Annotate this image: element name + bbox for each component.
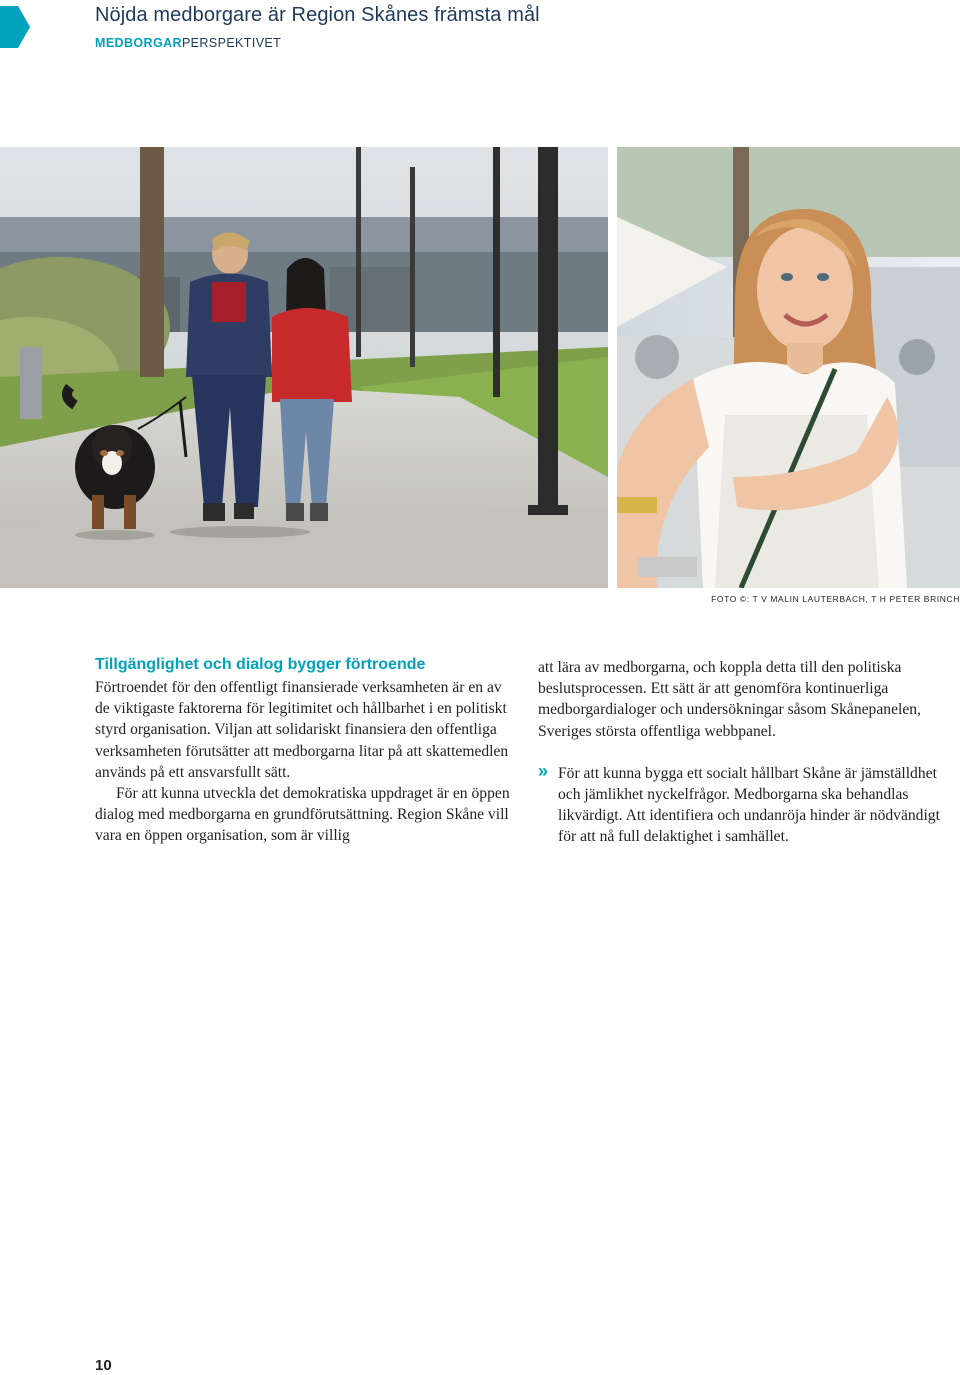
section-label-accent: MEDBORGAR [95, 36, 182, 50]
paragraph-3: att lära av medborgarna, och koppla detta till den politiska beslutsprocessen. Ett sätt är att genomföra kontinuerliga medborgardialoger och undersökningar såsom Skånepanelen, Sveriges största offentliga webbpanel. [538, 659, 921, 740]
paragraph-4 [538, 760, 956, 848]
paragraph-2: För att kunna utveckla det demokratiska uppdraget är en öppen dialog med medborgarna en grundförutsättning. Region Skåne vill vara en öppen organisation, som är villig [95, 785, 510, 845]
photo-portrait-woman [617, 147, 960, 588]
section-label [95, 36, 281, 50]
paragraph-1: Förtroendet för den offentligt finansierade verksamheten är en av de viktigaste faktorerna för legitimitet och hållbarhet i en politiskt styrd organisation. Viljan att solidariskt finansiera den offentliga verksamheten förutsätter att medborgarna litar på att skattemedlen används på ett ansvarsfullt sätt. [95, 679, 509, 781]
page-number: 10 [95, 1357, 112, 1374]
photo-park-walk [0, 147, 608, 588]
page-title: Nöjda medborgare är Region Skånes främsta mål [95, 4, 540, 26]
article-column-right [538, 657, 956, 848]
photo-credit: FOTO ©: T V MALIN LAUTERBACH, T H PETER BRINCH [711, 594, 960, 604]
bullet-chevron-icon: » [538, 760, 549, 781]
section-tab-marker [0, 6, 30, 48]
article-column-left [95, 655, 520, 847]
section-label-rest: PERSPEKTIVET [181, 36, 282, 50]
article-heading: Tillgänglighet och dialog bygger förtroende [95, 656, 426, 673]
paragraph-4-text: För att kunna bygga ett socialt hållbart Skåne är jämställdhet och jämlikhet nyckelfrågor. Medborgarna ska behandlas likvärdigt. Att identifiera och undanröja hinder är nödvändigt för att nå full delaktighet i samhället. [558, 764, 940, 846]
